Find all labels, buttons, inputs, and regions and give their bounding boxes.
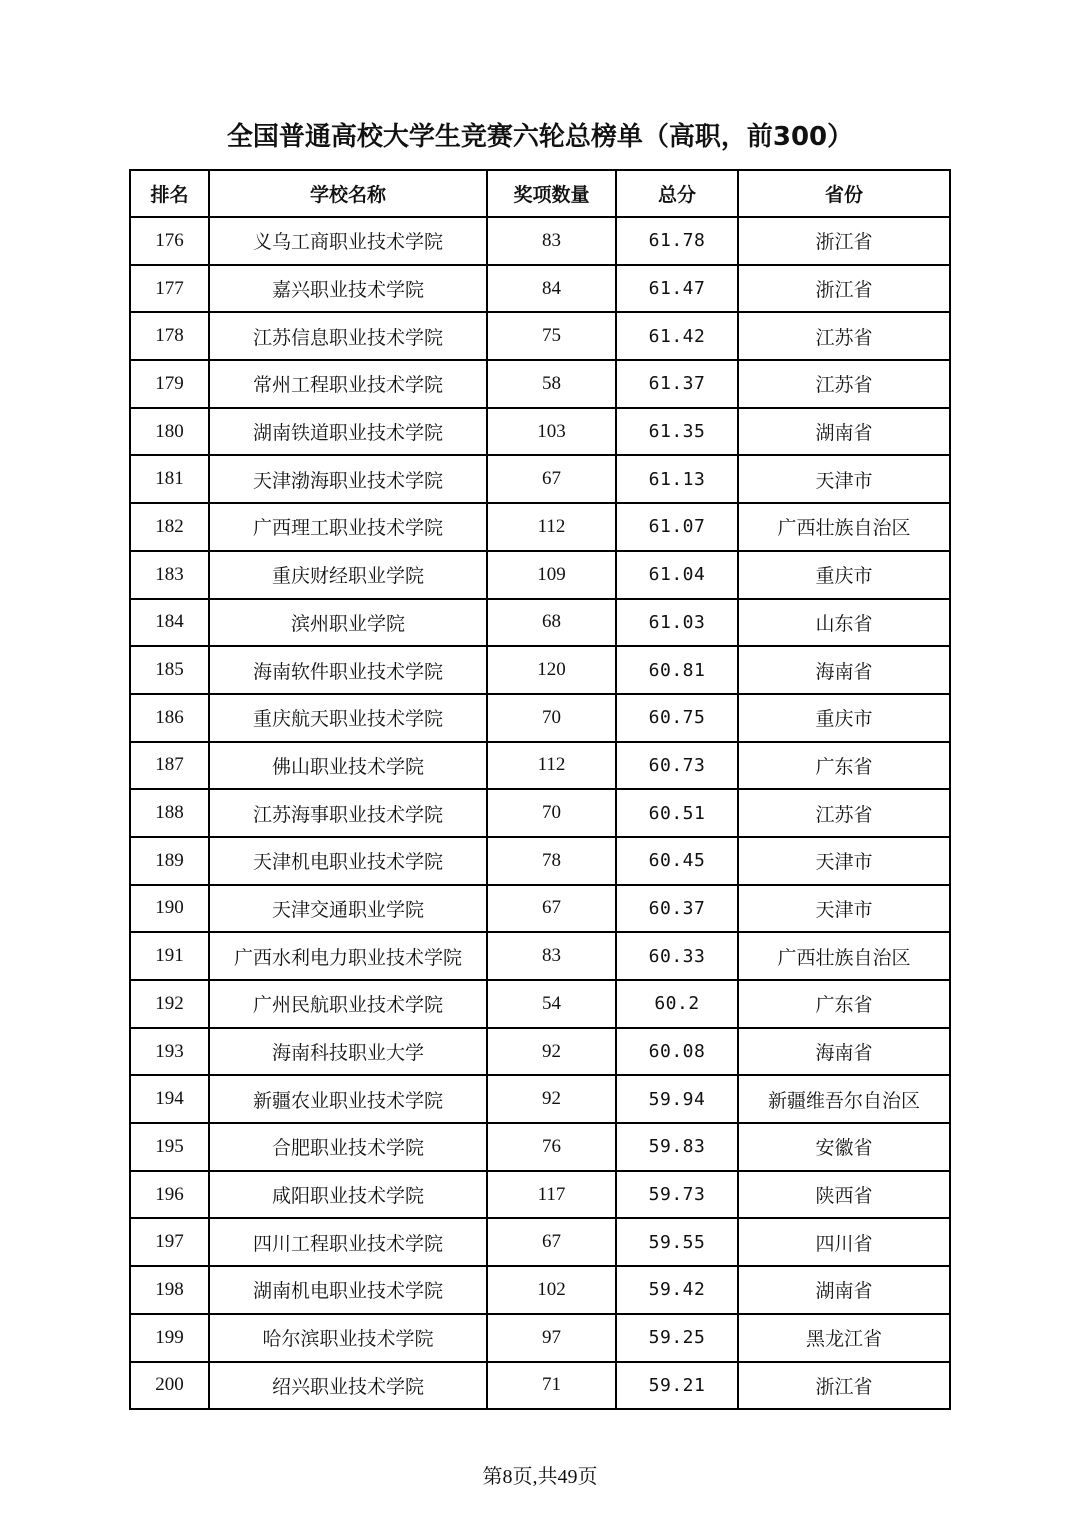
cell-rank: 196	[130, 1171, 209, 1219]
cell-rank: 200	[130, 1362, 209, 1410]
table-row	[130, 1218, 950, 1266]
table-row	[130, 408, 950, 456]
cell-award-count: 67	[487, 885, 616, 933]
table-row	[130, 551, 950, 599]
cell-rank: 197	[130, 1218, 209, 1266]
cell-total-score: 59.25	[616, 1314, 738, 1362]
cell-school-name: 咸阳职业技术学院	[209, 1171, 487, 1219]
cell-school-name: 海南软件职业技术学院	[209, 646, 487, 694]
cell-province: 广西壮族自治区	[738, 932, 950, 980]
table-row	[130, 789, 950, 837]
cell-school-name: 江苏海事职业技术学院	[209, 789, 487, 837]
table-row	[130, 360, 950, 408]
cell-province: 重庆市	[738, 551, 950, 599]
cell-award-count: 67	[487, 1218, 616, 1266]
table-row	[130, 742, 950, 790]
cell-total-score: 61.37	[616, 360, 738, 408]
cell-total-score: 61.03	[616, 599, 738, 647]
table-row	[130, 503, 950, 551]
cell-province: 广西壮族自治区	[738, 503, 950, 551]
cell-province: 天津市	[738, 837, 950, 885]
table-row	[130, 217, 950, 265]
ranking-table	[129, 169, 951, 1410]
cell-rank: 187	[130, 742, 209, 790]
cell-school-name: 义乌工商职业技术学院	[209, 217, 487, 265]
cell-school-name: 湖南铁道职业技术学院	[209, 408, 487, 456]
cell-rank: 189	[130, 837, 209, 885]
cell-province: 湖南省	[738, 408, 950, 456]
cell-total-score: 61.13	[616, 455, 738, 503]
cell-total-score: 60.33	[616, 932, 738, 980]
cell-province: 江苏省	[738, 312, 950, 360]
header-rank: 排名	[130, 170, 209, 217]
cell-total-score: 59.55	[616, 1218, 738, 1266]
cell-total-score: 59.94	[616, 1075, 738, 1123]
table-row	[130, 1171, 950, 1219]
cell-province: 新疆维吾尔自治区	[738, 1075, 950, 1123]
cell-rank: 178	[130, 312, 209, 360]
cell-award-count: 54	[487, 980, 616, 1028]
cell-total-score: 61.47	[616, 265, 738, 313]
cell-school-name: 常州工程职业技术学院	[209, 360, 487, 408]
cell-total-score: 61.42	[616, 312, 738, 360]
cell-province: 海南省	[738, 1028, 950, 1076]
cell-rank: 183	[130, 551, 209, 599]
cell-award-count: 83	[487, 217, 616, 265]
cell-school-name: 佛山职业技术学院	[209, 742, 487, 790]
cell-province: 安徽省	[738, 1123, 950, 1171]
cell-award-count: 76	[487, 1123, 616, 1171]
table-row	[130, 1028, 950, 1076]
table-row	[130, 455, 950, 503]
cell-province: 海南省	[738, 646, 950, 694]
header-province: 省份	[738, 170, 950, 217]
cell-total-score: 59.83	[616, 1123, 738, 1171]
cell-province: 山东省	[738, 599, 950, 647]
table-row	[130, 1362, 950, 1410]
header-award-count: 奖项数量	[487, 170, 616, 217]
cell-rank: 180	[130, 408, 209, 456]
cell-province: 浙江省	[738, 1362, 950, 1410]
table-row	[130, 932, 950, 980]
cell-rank: 179	[130, 360, 209, 408]
cell-school-name: 天津交通职业学院	[209, 885, 487, 933]
cell-school-name: 四川工程职业技术学院	[209, 1218, 487, 1266]
cell-province: 黑龙江省	[738, 1314, 950, 1362]
cell-province: 江苏省	[738, 789, 950, 837]
cell-school-name: 滨州职业学院	[209, 599, 487, 647]
cell-total-score: 60.37	[616, 885, 738, 933]
cell-total-score: 60.75	[616, 694, 738, 742]
cell-award-count: 102	[487, 1266, 616, 1314]
cell-total-score: 61.04	[616, 551, 738, 599]
cell-award-count: 75	[487, 312, 616, 360]
cell-total-score: 61.07	[616, 503, 738, 551]
cell-province: 陕西省	[738, 1171, 950, 1219]
cell-rank: 184	[130, 599, 209, 647]
cell-school-name: 广西水利电力职业技术学院	[209, 932, 487, 980]
cell-total-score: 61.35	[616, 408, 738, 456]
cell-total-score: 59.21	[616, 1362, 738, 1410]
cell-total-score: 60.81	[616, 646, 738, 694]
cell-rank: 186	[130, 694, 209, 742]
cell-school-name: 天津渤海职业技术学院	[209, 455, 487, 503]
cell-award-count: 92	[487, 1075, 616, 1123]
cell-school-name: 天津机电职业技术学院	[209, 837, 487, 885]
cell-total-score: 60.2	[616, 980, 738, 1028]
table-body	[130, 217, 950, 1409]
cell-rank: 185	[130, 646, 209, 694]
cell-school-name: 重庆航天职业技术学院	[209, 694, 487, 742]
cell-rank: 195	[130, 1123, 209, 1171]
cell-school-name: 重庆财经职业学院	[209, 551, 487, 599]
table-header	[130, 170, 950, 217]
cell-total-score: 61.78	[616, 217, 738, 265]
table-row	[130, 599, 950, 647]
cell-award-count: 84	[487, 265, 616, 313]
cell-award-count: 68	[487, 599, 616, 647]
cell-province: 江苏省	[738, 360, 950, 408]
cell-rank: 192	[130, 980, 209, 1028]
cell-award-count: 112	[487, 742, 616, 790]
table-row	[130, 1123, 950, 1171]
cell-rank: 191	[130, 932, 209, 980]
cell-school-name: 广西理工职业技术学院	[209, 503, 487, 551]
cell-province: 广东省	[738, 742, 950, 790]
table-row	[130, 837, 950, 885]
cell-province: 重庆市	[738, 694, 950, 742]
page-number: 第8页,共49页	[482, 1466, 598, 1488]
cell-award-count: 97	[487, 1314, 616, 1362]
cell-school-name: 广州民航职业技术学院	[209, 980, 487, 1028]
header-row	[130, 170, 950, 217]
cell-school-name: 合肥职业技术学院	[209, 1123, 487, 1171]
cell-province: 浙江省	[738, 217, 950, 265]
cell-award-count: 70	[487, 789, 616, 837]
cell-award-count: 70	[487, 694, 616, 742]
cell-rank: 193	[130, 1028, 209, 1076]
cell-total-score: 60.45	[616, 837, 738, 885]
cell-school-name: 湖南机电职业技术学院	[209, 1266, 487, 1314]
cell-rank: 176	[130, 217, 209, 265]
cell-award-count: 103	[487, 408, 616, 456]
table-row	[130, 885, 950, 933]
cell-award-count: 109	[487, 551, 616, 599]
cell-total-score: 60.08	[616, 1028, 738, 1076]
cell-school-name: 绍兴职业技术学院	[209, 1362, 487, 1410]
cell-province: 浙江省	[738, 265, 950, 313]
cell-rank: 190	[130, 885, 209, 933]
table-row	[130, 265, 950, 313]
cell-award-count: 78	[487, 837, 616, 885]
cell-total-score: 59.73	[616, 1171, 738, 1219]
cell-rank: 194	[130, 1075, 209, 1123]
cell-award-count: 71	[487, 1362, 616, 1410]
cell-province: 湖南省	[738, 1266, 950, 1314]
cell-school-name: 哈尔滨职业技术学院	[209, 1314, 487, 1362]
cell-award-count: 67	[487, 455, 616, 503]
cell-award-count: 83	[487, 932, 616, 980]
cell-rank: 177	[130, 265, 209, 313]
cell-rank: 199	[130, 1314, 209, 1362]
cell-province: 广东省	[738, 980, 950, 1028]
header-total-score: 总分	[616, 170, 738, 217]
cell-award-count: 58	[487, 360, 616, 408]
table-row	[130, 1266, 950, 1314]
cell-rank: 198	[130, 1266, 209, 1314]
cell-rank: 181	[130, 455, 209, 503]
table-row	[130, 694, 950, 742]
cell-total-score: 60.51	[616, 789, 738, 837]
cell-province: 天津市	[738, 455, 950, 503]
cell-award-count: 117	[487, 1171, 616, 1219]
table-row	[130, 312, 950, 360]
cell-total-score: 60.73	[616, 742, 738, 790]
cell-school-name: 江苏信息职业技术学院	[209, 312, 487, 360]
cell-province: 四川省	[738, 1218, 950, 1266]
table-row	[130, 1075, 950, 1123]
cell-school-name: 嘉兴职业技术学院	[209, 265, 487, 313]
table-row	[130, 646, 950, 694]
cell-total-score: 59.42	[616, 1266, 738, 1314]
header-school-name: 学校名称	[209, 170, 487, 217]
cell-rank: 182	[130, 503, 209, 551]
table-row	[130, 980, 950, 1028]
cell-school-name: 新疆农业职业技术学院	[209, 1075, 487, 1123]
cell-province: 天津市	[738, 885, 950, 933]
cell-rank: 188	[130, 789, 209, 837]
cell-award-count: 120	[487, 646, 616, 694]
table-row	[130, 1314, 950, 1362]
cell-award-count: 92	[487, 1028, 616, 1076]
cell-school-name: 海南科技职业大学	[209, 1028, 487, 1076]
page-title: 全国普通高校大学生竞赛六轮总榜单（高职，前300）	[226, 122, 854, 152]
cell-award-count: 112	[487, 503, 616, 551]
